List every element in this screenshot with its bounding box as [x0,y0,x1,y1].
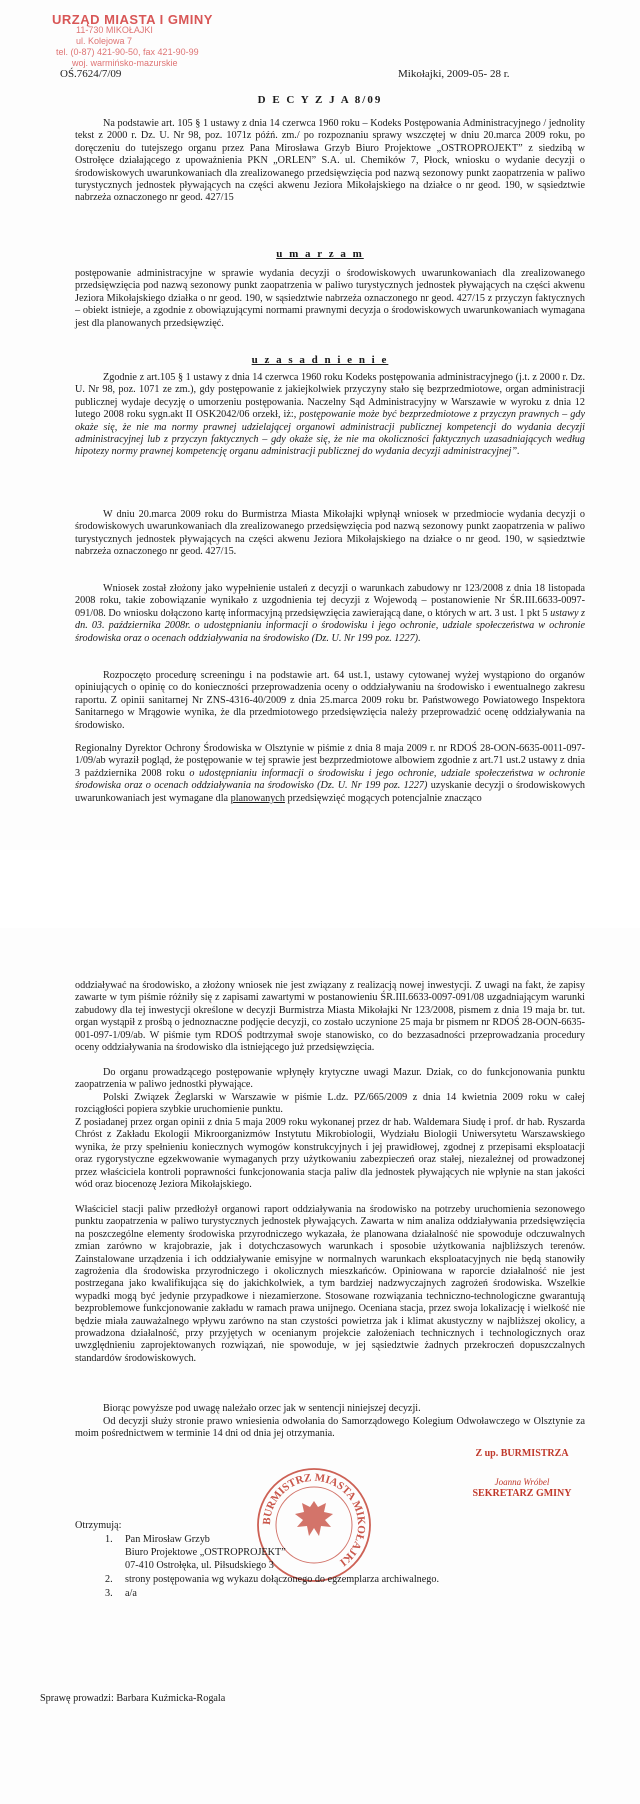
recipient-3-number: 3. [105,1588,113,1599]
justification-p5-text-end: przedsięwzięć mogących potencjalnie znacząco [284,792,482,804]
office-stamp-name: URZĄD MIASTA I GMINY [52,12,213,27]
justification-p2: W dniu 20.marca 2009 roku do Burmistrza Miasta Mikołajki wpłynął wniosek w przedmiocie wydania decyzji o środowiskowych uwarunkowaniach dla zrealizowanego przedsięwzięcia pod nazwą sezonowy punkt zaopatrzenia w paliwo turystycznych jednostek pływających na części akwenu Jeziora Mikołajskiego na działce o nr geod. 190, w sąsiedztwie nabrzeża oznaczonego nr geod. 427/15. [75,509,585,558]
justification-p5-underlined: planowanych [230,792,285,804]
page2-p6: Biorąc powyższe pod uwagę należało orzec jak w sentencji niniejszej decyzji. [103,1403,421,1414]
intro-paragraph: Na podstawie art. 105 § 1 ustawy z dnia 14 czerwca 1960 roku – Kodeks Postępowania Administracyjnego / jednolity tekst z 2000 r. Dz. U. Nr 98, poz. 1071z późń. zm./ po rozpoznaniu sprawy wszczętej w dniu 20.marca 2009 roku, po doręczeniu do tutejszego organu przez Pana Mirosława Grzyb Biuro Projektowe „OSTROPROJEKT” z siedzibą w Ostrołęce działającego z upoważnienia PKN „ORLEN” S.A. ul. Chemików 7, Płock, wniosku o wydanie decyzji o środowiskowych uwarunkowaniach dla zrealizowanego przedsięwzięcia pod nazwą sezonowy punkt zaopatrzenia w paliwo turystycznych jednostek pływających na części akwenu Jeziora Mikołajskiego na działce o nr geod. 190, w sąsiedztwie nabrzeża oznaczonego nr geod. 427/15 [75,118,585,204]
page2-p7: Od decyzji służy stronie prawo wniesienia odwołania do Samorządowego Kolegium Odwoławczego w Olsztynie za moim pośrednictwem w terminie 14 dni od dnia jej otrzymania. [75,1416,585,1440]
signature-stamp-authority: Z up. BURMISTRZA [475,1448,569,1459]
justification-p3-text: Wniosek został złożony jako wypełnienie ustaleń z decyzji o warunkach zabudowy nr 123/2008 z dnia 18 listopada 2008 roku, takie zobowiązanie wynikało z uzgodnienia tej decyzji z Wojewodą – postanowienie Nr ŚR.III.6633-0097-091/08. Do wniosku dołączono kartę informacyjną przedsięwzięcia zawierającą dane, o których w art. 3 ust. 1 pkt 5 [75,583,585,619]
recipient-1-number: 1. [105,1534,113,1545]
signature-stamp [452,1448,592,1499]
page2-p1: oddziaływać na środowisko, a złożony wniosek nie jest związany z realizacją nowej inwestycji. Z uwagi na fakt, że zapisy zawarte w tym piśmie różniły się z zapisami zawartymi w postanowieniu ŚR.III.6633-0097-091/08 uzgadniającym warunki zabudowy dla tej inwestycji określone w decyzji Burmistrza Miasta Mikołajki Nr 123/2008, pismem z dnia 19 maja br. tut. organ wystąpił z prośbą o jednoznaczne podjęcie decyzji, co zostało uczynione 25 maja br pismem nr RDOŚ 28-OON-6635-001-097-1/09/ab. W piśmie tym RDOŚ podtrzymał swoje stanowisko, co do bezzasadności przeprowadzania procedury oceny oddziaływania na środowisko dla istniejącego już przedsięwzięcia. [75,980,585,1054]
case-number: OŚ.7624/7/09 [60,68,122,80]
page2-p2: Do organu prowadzącego postępowanie wpłynęły krytyczne uwagi Mazur. Dziak, co do funkcjonowania punktu zaopatrzenia w paliwo jednostki pływające. [75,1067,585,1091]
justification-p1-quote: postępowanie może być bezprzedmiotowe z przyczyn prawnych – gdy okaże się, że nie ma normy prawnej udzielającej organowi administracji publicznej kompetencji do wydania decyzji administracyjnej lub z przyczyn faktycznych – gdy okaże się, że nie ma okoliczności faktycznych uzasadniających według hipotezy normy prawnej kompetencję organu administracji publicznej do wydania decyzji administracyjnej”. [75,409,586,458]
office-stamp [52,14,242,69]
case-handler: Sprawę prowadzi: Barbara Kuźmicka-Rogala [40,1693,226,1704]
recipient-1-name: Pan Mirosław Grzyb [125,1534,210,1545]
recipients-label: Otrzymują: [75,1520,122,1531]
justification-p5 [75,743,585,805]
heading-umarzam: u m a r z a m [276,248,364,260]
justification-p3 [75,583,585,645]
office-stamp-street: ul. Kolejowa 7 [76,36,133,46]
justification-p5-text: Regionalny Dyrektor Ochrony Środowiska w Olsztynie w piśmie z dnia 8 maja 2009 r. nr RDOŚ 28-OON-6635-0011-097-1/09/ab wyraził pogląd, że postępowanie w tej sprawie jest bezprzedmiotowe albowiem zgodnie z art.71 ust.2 ustawy z dnia 3 października 2008 roku [75,743,585,779]
page2-p5: Właściciel stacji paliw przedłożył organowi raport oddziaływania na środowisko na potrzeby uruchomienia sezonowego punktu zaopatrzenia w paliwo turystycznych jednostek pływających. Zawarta w nim analiza oddziaływania przedsięwzięcia na poszczególne elementy środowiska przyrodniczego wykazała, że planowana działalność nie spowoduje odczuwalnych zmian zarówno w krajobrazie, jak i dotychczasowych warunkach i sposobie użytkowania najbliższych terenów. Zainstalowane urządzenia i ich oddziaływanie emisyjne w normalnych warunkach eksploatacyjnych nie będą stanowiły zagrożenia dla środowiska przyrodniczego i okolicznych mieszkańców. Opiniowana w raporcie działalność nie jest postrzegana jako kwalifikująca się do jakichkolwiek, a tym bardziej nadzwyczajnych zagrożeń środowiska. Wszelkie wypadki mogą być jedynie przypadkowe i niezamierzone. Stosowane rozwiązania techniczno-technologiczne gwarantują bezproblemowe funkcjonowanie zakładu w ramach prawa unijnego. Oceniana stacja, przez swoja lokalizację i wielkość nie będzie miała zauważalnego wpływu zarówno na stan czystości powietrza jak i klimat akustyczny w najbliższej okolicy, a prowadzona działalność, przy przyjętych w ocenianym projekcie założeniach technicznych i technologicznych oraz uwzględnieniu zaprojektowanych rozwiązań, nie spowoduje, w jej sąsiedztwie żadnych przekroczeń dopuszczalnych standardów środowiskowych. [75,1204,585,1364]
seal-ring-text: BURMISTRZ MIASTA MIKOŁAJKI [260,1471,368,1569]
heading-uzasadnienie: u z a s a d n i e n i e [251,354,389,366]
justification-p3-citation: ustawy z dn. 03. października 2008r. o udostępnianiu informacji o środowisku i jego ochronie, udziale społeczeństwa w ochronie środowiska oraz o ocenach oddziaływania na środowisko (Dz. U. Nr 199 poz. 1227). [75,607,586,644]
page-2 [0,928,640,1804]
justification-p1-text: Zgodnie z art.105 § 1 ustawy z dnia 14 czerwca 1960 roku Kodeks postępowania administracyjnego (j.t. z 2000 r. Dz. U. Nr 98, poz. 1071 ze zm.), gdy postępowanie z jakiejkolwiek przyczyny stało się bezprzedmiotowe, organ administracji publicznej wydaje decyzję o umorzeniu postępowania. Naczelny Sąd Administracyjny w Warszawie w wyroku z dnia 12 lutego 2008 roku sygn.akt II OSK2042/06 orzekł, iż:, [75,372,585,421]
page-gap [0,850,640,928]
page2-p3: Polski Związek Żeglarski w Warszawie w piśmie L.dz. PZ/665/2009 z dnia 14 kwietnia 2009 roku w całej rozciągłości popiera szybkie uruchomienie punktu. [75,1092,585,1116]
eagle-emblem-icon [295,1501,333,1536]
recipient-3-text: a/a [125,1588,137,1599]
recipient-2-text: strony postępowania wg wykazu dołączonego do egzemplarza archiwalnego. [125,1574,439,1585]
umarzam-paragraph: postępowanie administracyjne w sprawie wydania decyzji o środowiskowych uwarunkowaniach dla zrealizowanego przedsięwzięcia pod nazwą sezonowy punkt zaopatrzenia w paliwo turystycznych jednostek pływających na części akwenu Jeziora Mikołajskiego działka o nr geod. 190, w sąsiedztwie nabrzeża oznaczonego nr geod. 427/15 z przyczyn faktycznych – obiekt istnieje, a zgodnie z obowiązującymi normami prawnymi decyzja o środowiskowych uwarunkowaniach wymagana jest dla planowanych przedsięwzięć. [75,268,585,329]
signature-stamp-title: SEKRETARZ GMINY [472,1488,572,1499]
recipient-2-number: 2. [105,1574,113,1585]
decision-title: D E C Y Z J A 8/09 [257,94,383,106]
page2-p4: Z posiadanej przez organ opinii z dnia 5 maja 2009 roku wykonanej przez dr hab. Waldemara Siudę i prof. dr hab. Ryszarda Chróst z Zakładu Ekologii Mikroorganizmów Instytutu Mikrobiologii, Wydziału Biologii Uniwersytetu Warszawskiego wynika, że przy spełnieniu koniecznych wymogów konstrukcyjnych i jej prawidłowej, zgodnej z przepisami eksploatacji oraz rygorystyczne egzekwowanie wymaganych przy użytkowaniu zabezpieczeń oraz stałej, niezależnej od prowadzonej przez właściciela kontroli poprawności funkcjonowania stacja paliw dla jednostek pływających nie wpłynie na stan jakości wód oraz biocenozę Jeziora Mikołajskiego. [75,1117,585,1191]
place-date: Mikołajki, 2009-05- 28 r. [398,68,510,80]
justification-p5-citation: o udostępnianiu informacji o środowisku i jego ochronie, udziale społeczeństwa w ochronie środowiska oraz o ocenach oddziaływania na środowisko (Dz. U. Nr 199 poz. 1227) [75,767,586,792]
office-stamp-region: woj. warmińsko-mazurskie [72,58,178,68]
justification-p5-text-cont: uzyskanie decyzji o środowiskowych uwarunkowaniach jest wymagane dla [75,780,585,804]
recipient-1-address: 07-410 Ostrołęka, ul. Piłsudskiego 3 [125,1560,274,1571]
office-stamp-phone: tel. (0-87) 421-90-50, fax 421-90-99 [56,47,199,57]
justification-p4: Rozpoczęto procedurę screeningu i na podstawie art. 64 ust.1, ustawy cytowanej wyżej wystąpiono do organów opiniujących o opinię co do konieczności przeprowadzenia oceny o oddziaływaniu na środowisko i ewentualnego zakresu raportu. Z opinii sanitarnej Nr ZNS-4316-40/2009 z dnia 25.marca 2009 roku br. Państwowego Powiatowego Inspektora Sanitarnego w Mrągowie wynika, że dla przedmiotowego przedsięwzięcia należy przeprowadzić ocenę oddziaływania na środowisko. [75,670,585,731]
justification-p1 [75,372,585,459]
office-stamp-postal: 11-730 MIKOŁAJKI [76,25,153,35]
recipient-1-company: Biuro Projektowe „OSTROPROJEKT” [125,1547,286,1558]
signature-name: Joanna Wróbel [494,1477,550,1487]
